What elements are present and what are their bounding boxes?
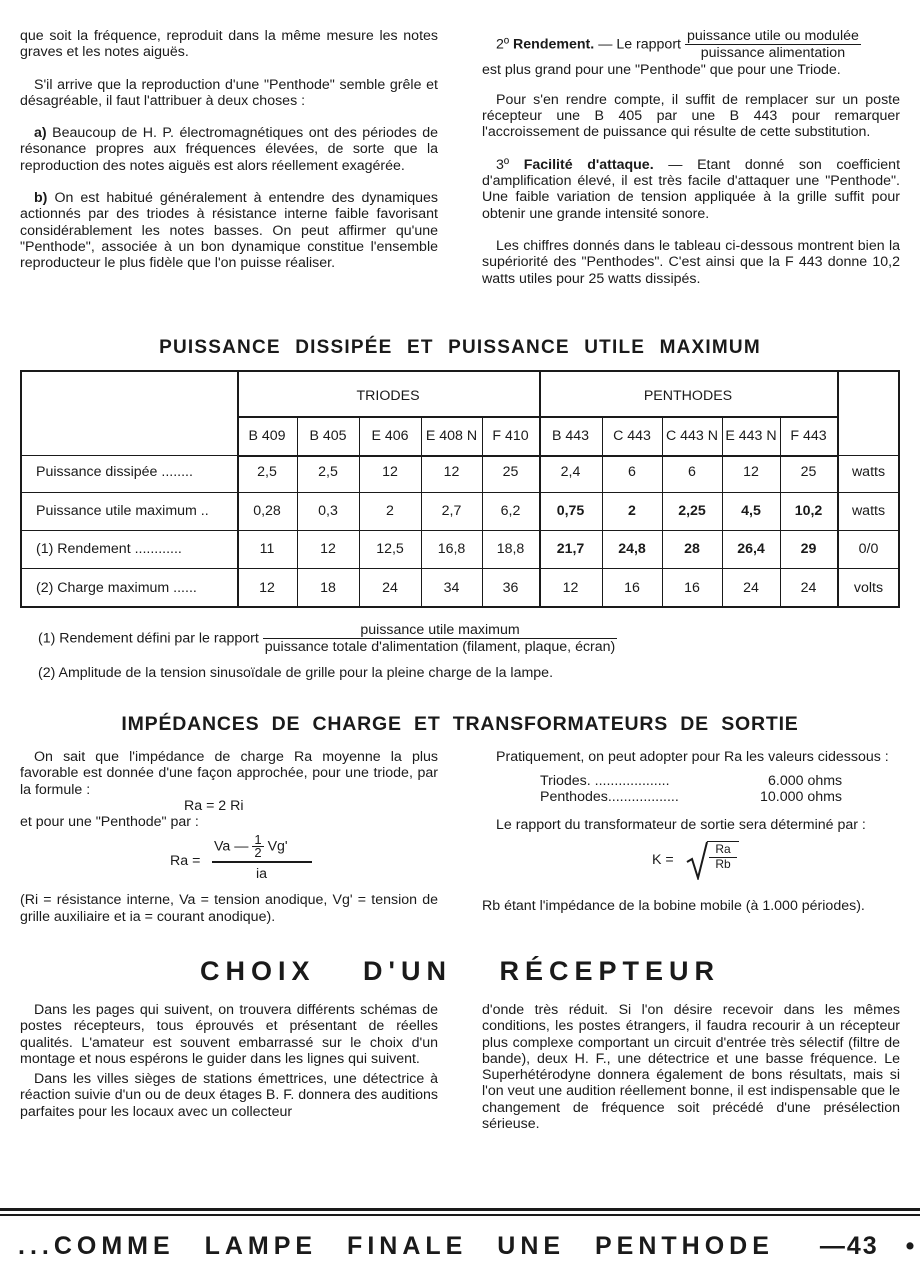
fraction-numerator: puissance utile maximum <box>360 622 520 638</box>
section-number: 2º <box>496 36 510 53</box>
table-rule <box>22 568 900 569</box>
tube-header: C 443 N <box>665 428 719 444</box>
section-text: — Etant donné son coefficient d'amplification élevé, il est très facile d'attaquer une "Penthode". Une faible variation de tension appliquée à la grille suffit pour obtenir une grande intensité sonore. <box>482 156 901 222</box>
intro-paragraph-b <box>20 190 438 271</box>
footer-rule <box>0 1214 920 1216</box>
choix-paragraph: d'onde très réduit. Si l'on désire recevoir dans les mêmes conditions, les postes étrangers, il faudra recourir à un récepteur plus complexe comportant un circuit d'entrée très sélectif (filtre de bande), deux H. F., une détectrice et une basse fréquence. Le Superhétérodyne donnera également de bons résultats, mais si l'on veut une audition réellement bonne, il est indispensable que le changement de fréquence soit précédé d'une présélection sérieuse. <box>482 1002 900 1133</box>
triode-formula: Ra = 2 Ri <box>184 797 244 814</box>
table-cell: 2,4 <box>560 464 581 480</box>
table-rule <box>237 455 837 457</box>
item-text: Beaucoup de H. P. électromagnétiques ont des périodes de résonance propres aux fréquences élevées, de sorte que la reproduction des notes aiguës est alors réellement exagérée. <box>20 125 438 174</box>
triodes-value-row <box>482 773 900 789</box>
table-rule <box>22 530 900 531</box>
table-rule <box>837 455 900 456</box>
table-cell: 2,5 <box>318 464 338 480</box>
section-title: Rendement. <box>513 36 595 53</box>
intro-left-column <box>20 28 438 272</box>
choix-paragraph: Dans les pages qui suivent, on trouvera différents schémas de postes récepteurs, tous éprouvés et présentant de réelles qualités. L'amateur est souvent embarrassé sur le choix d'un montage et nous espérons le guider dans les lignes qui suivent. <box>20 1002 438 1067</box>
table-cell: 25 <box>502 464 519 480</box>
group-header-penthodes: PENTHODES <box>643 388 733 404</box>
page-number: —43 • <box>819 1232 917 1260</box>
group-header-triodes: TRIODES <box>356 388 420 404</box>
table-cell: 2 <box>386 503 394 519</box>
table-rule <box>22 455 237 456</box>
impedance-right-column <box>482 749 900 914</box>
intro-paragraph: S'il arrive que la reproduction d'une "Penthode" semble grêle et désagréable, il faut l'attribuer à deux choses : <box>20 76 438 109</box>
formula-lhs: Ra = <box>170 853 201 870</box>
table-note-1 <box>38 622 898 655</box>
k-numerator: Ra <box>715 841 731 856</box>
choix-paragraph: Dans les villes sièges de stations émettrices, une détectrice à réaction suivie d'un ou de deux étages B. F. donnera des auditions parfaites pour les locaux avec un collecteur <box>20 1071 438 1120</box>
choix-heading: CHOIX D'UN RÉCEPTEUR <box>200 956 720 986</box>
section-text: — Le rapport <box>598 36 681 53</box>
numerator-va: Va — <box>214 838 249 855</box>
table-cell: 0,3 <box>318 503 338 519</box>
table-rule <box>22 492 900 493</box>
table-cell: 2,25 <box>678 503 706 519</box>
tube-header: E 406 <box>371 428 409 444</box>
intro-paragraph: Pour s'en rendre compte, il suffit de remplacer sur un poste récepteur une B 405 par une B 443 pour remarquer l'accroissement de puissance qui résulte de cette substitution. <box>482 91 900 141</box>
table-cell: 34 <box>443 580 460 596</box>
table-cell: 16 <box>684 580 700 596</box>
intro-paragraph: est plus grand pour une "Penthode" que pour une Triode. <box>482 61 841 78</box>
impedance-paragraph: Rb étant l'impédance de la bobine mobile (à 1.000 périodes). <box>482 897 865 914</box>
table-cell: 16,8 <box>437 541 466 557</box>
table-divider <box>539 372 541 608</box>
table-cell: 12 <box>562 580 579 596</box>
value-label: Penthodes.................. <box>540 789 679 806</box>
row-label: (1) Rendement ............ <box>36 541 182 557</box>
k-formula <box>482 838 900 884</box>
table-rule <box>237 416 837 418</box>
table-cell: 12 <box>382 464 398 480</box>
choix-left-column <box>20 1002 438 1120</box>
table-cell: 12 <box>259 580 275 596</box>
table-cell: 29 <box>800 541 817 557</box>
item-label: b) <box>34 190 48 207</box>
formula-numerator <box>214 834 288 859</box>
table-cell: 12 <box>443 464 460 480</box>
rendement-fraction <box>685 28 861 62</box>
table-heading: PUISSANCE DISSIPÉE ET PUISSANCE UTILE MAXIMUM <box>159 337 761 358</box>
row-label: Puissance dissipée ........ <box>36 464 193 480</box>
section-title: Facilité d'attaque. <box>523 156 654 173</box>
table-cell: 6 <box>628 464 636 480</box>
item-text: On est habitué généralement à entendre des dynamiques actionnés par des triodes à résistance interne faible favorisant considérablement les notes basses. On peut affirmer qu'une "Penthode", associée à un bon dynamique constitue l'ensemble reproducteur le plus fidèle que l'on puisse réaliser. <box>20 190 438 272</box>
section-number: 3º <box>496 156 510 173</box>
penthodes-value-row <box>482 789 900 805</box>
footer-text: ...COMME LAMPE FINALE UNE PENTHODE <box>18 1232 774 1260</box>
table-cell: 26,4 <box>737 541 765 557</box>
table-cell: 18,8 <box>496 541 525 557</box>
fraction-denominator: puissance totale d'alimentation (filament, plaque, écran) <box>264 639 616 655</box>
impedance-paragraph: Pratiquement, on peut adopter pour Ra les valeurs cidessous : <box>496 749 889 765</box>
tube-header: B 405 <box>309 428 347 444</box>
table-cell: 28 <box>684 541 700 557</box>
note-fraction <box>263 622 618 655</box>
table-cell: 18 <box>320 580 336 596</box>
impedance-heading: IMPÉDANCES DE CHARGE ET TRANSFORMATEURS DE SORTIE <box>121 713 799 735</box>
row-label: (2) Charge maximum ...... <box>36 580 197 596</box>
table-cell: 21,7 <box>556 541 585 557</box>
table-cell: 24 <box>382 580 398 596</box>
impedance-paragraph: et pour une "Penthode" par : <box>20 814 199 831</box>
table-cell: 24,8 <box>618 541 646 557</box>
item-label: a) <box>34 125 47 142</box>
table-cell: 12 <box>743 464 759 480</box>
table-cell: 2,7 <box>441 503 462 519</box>
intro-paragraph-a <box>20 125 438 174</box>
tube-header: F 443 <box>790 428 827 444</box>
table-cell: 24 <box>800 580 817 596</box>
table-cell: 10,2 <box>794 503 823 519</box>
value-amount: 6.000 ohms <box>768 773 843 790</box>
tube-header: F 410 <box>492 428 529 444</box>
fraction-denominator: puissance alimentation <box>685 44 861 61</box>
table-cell: 6 <box>688 464 696 480</box>
formula-bar <box>212 861 312 862</box>
attaque-paragraph <box>482 157 900 222</box>
unit-cell: watts <box>851 464 886 480</box>
power-table <box>20 370 900 608</box>
tube-header: C 443 <box>613 428 651 444</box>
table-cell: 4,5 <box>741 503 761 519</box>
row-label: Puissance utile maximum .. <box>36 503 209 519</box>
k-denominator: Rb <box>709 857 737 871</box>
footer-line <box>18 1232 916 1261</box>
tube-header: B 409 <box>248 428 286 444</box>
note-text: (1) Rendement défini par le rapport <box>38 630 259 647</box>
k-lhs: K = <box>652 851 674 868</box>
radical-sign <box>686 840 708 880</box>
formula-denominator: ia <box>256 866 268 883</box>
half-fraction <box>252 834 263 859</box>
table-cell: 12 <box>320 541 336 557</box>
unit-cell: volts <box>853 580 884 596</box>
impedance-values <box>482 773 900 805</box>
impedance-paragraph: Le rapport du transformateur de sortie sera déterminé par : <box>496 817 866 834</box>
fraction-numerator: puissance utile ou modulée <box>686 28 859 44</box>
impedance-paragraph: On sait que l'impédance de charge Ra moyenne la plus favorable est donnée d'une façon approchée, pour une triode, par la formule : <box>20 749 438 798</box>
value-label: Triodes. ................... <box>540 773 670 790</box>
table-divider <box>237 372 239 608</box>
intro-paragraph: que soit la fréquence, reproduit dans la même mesure les notes graves et les notes aiguës. <box>20 28 438 61</box>
table-cell: 0,28 <box>253 503 281 519</box>
table-cell: 16 <box>624 580 640 596</box>
tube-header: E 443 N <box>725 428 777 444</box>
table-cell: 12,5 <box>376 541 404 557</box>
table-cell: 0,75 <box>556 503 585 519</box>
intro-paragraph: Les chiffres donnés dans le tableau ci-dessous montrent bien la supériorité des "Penthodes". C'est ainsi que la F 443 donne 10,2 watts utiles pour 25 watts dissipés. <box>482 237 900 287</box>
table-cell: 25 <box>800 464 817 480</box>
k-fraction <box>709 843 737 871</box>
tube-header: E 408 N <box>425 428 478 444</box>
half-numerator: 1 <box>254 832 262 848</box>
unit-cell: watts <box>851 503 886 519</box>
footer-rule <box>0 1208 920 1211</box>
table-divider <box>837 372 839 608</box>
numerator-vg: Vg' <box>267 838 288 855</box>
table-cell: 6,2 <box>500 503 521 519</box>
choix-right-column <box>482 1002 900 1132</box>
intro-right-column <box>482 28 900 287</box>
rendement-paragraph <box>482 28 900 62</box>
table-cell: 2 <box>628 503 636 519</box>
impedance-paragraph: (Ri = résistance interne, Va = tension anodique, Vg' = tension de grille auxiliaire et ia = courant anodique). <box>20 892 438 925</box>
table-cell: 36 <box>502 580 519 596</box>
table-cell: 24 <box>743 580 759 596</box>
unit-cell: 0/0 <box>858 541 879 557</box>
table-note-2: (2) Amplitude de la tension sinusoïdale de grille pour la pleine charge de la lampe. <box>38 665 554 681</box>
penthode-formula <box>20 830 438 886</box>
table-cell: 11 <box>259 541 275 557</box>
table-cell: 2,5 <box>257 464 277 480</box>
tube-header: B 443 <box>551 428 590 444</box>
half-denominator: 2 <box>254 845 262 861</box>
value-amount: 10.000 ohms <box>760 789 843 806</box>
impedance-left-column <box>20 749 438 925</box>
